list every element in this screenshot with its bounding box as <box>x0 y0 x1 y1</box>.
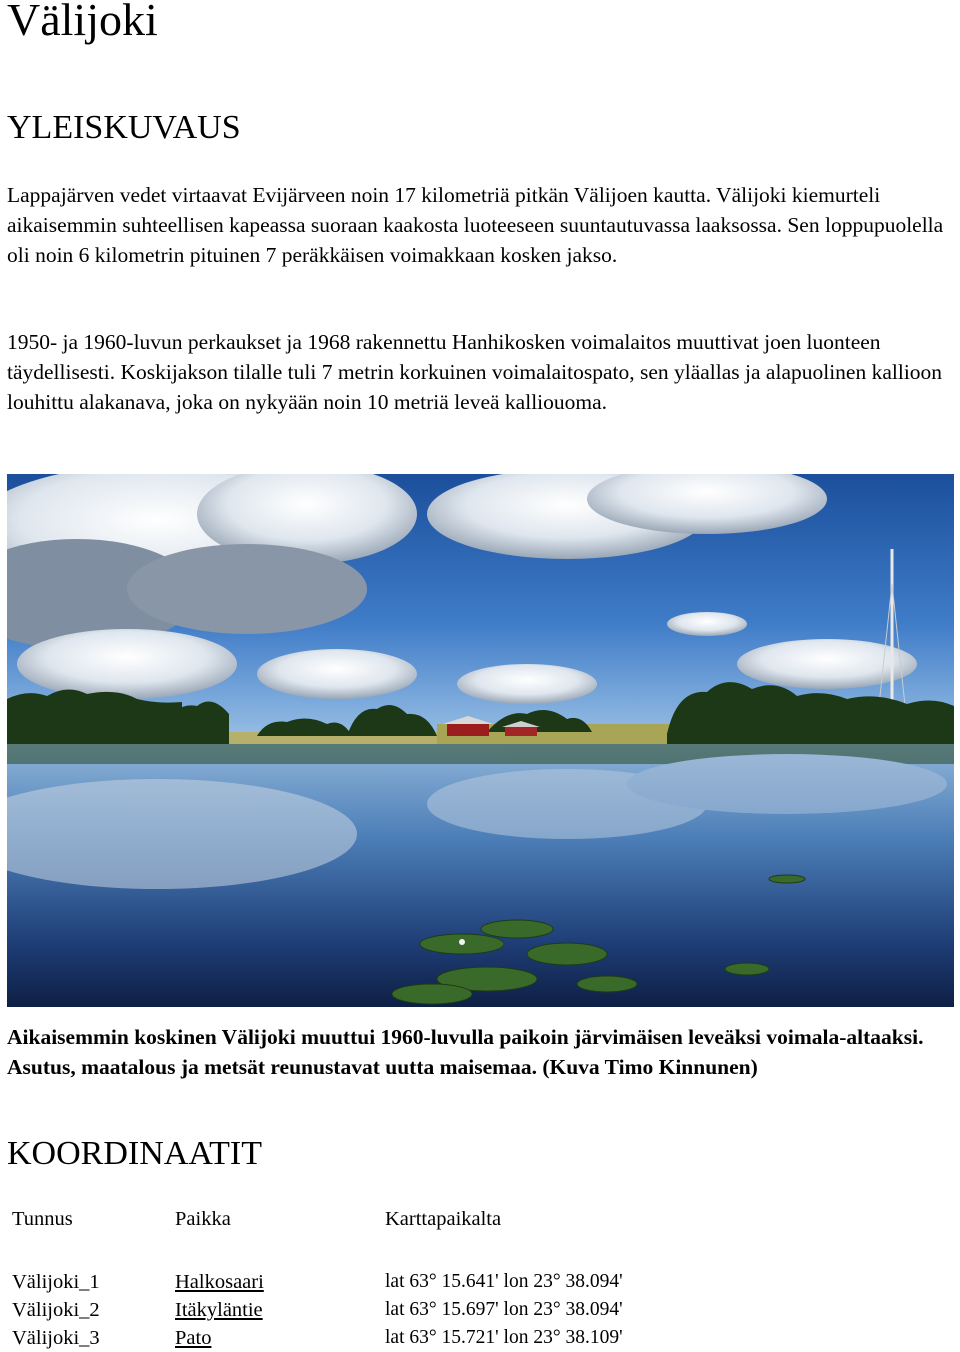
location-id: Välijoki_3 <box>12 1326 100 1349</box>
river-landscape-photo <box>7 474 954 1007</box>
table-row <box>0 1268 700 1296</box>
section-heading-yleiskuvaus: YLEISKUVAUS <box>7 109 241 146</box>
location-id: Välijoki_1 <box>12 1270 100 1293</box>
column-header-paikka: Paikka <box>175 1208 231 1230</box>
column-header-karttapaikalta: Karttapaikalta <box>385 1208 502 1230</box>
table-row <box>0 1296 700 1324</box>
intro-paragraph-2: 1950- ja 1960-luvun perkaukset ja 1968 rakennettu Hanhikosken voimalaitos muuttivat joen luonteen täydellisesti. Koskijakson tilalle tuli 7 metrin korkuinen voimalaitospato, sen yläallas ja alapuolinen kallioon louhittu alakanava, joka on nykyään noin 10 metriä leveä kalliouoma. <box>7 330 943 414</box>
place-link-itakylantie[interactable]: Itäkyläntie <box>175 1298 263 1321</box>
coordinate-value: lat 63° 15.721' lon 23° 38.109' <box>385 1327 623 1348</box>
place-link-halkosaari[interactable]: Halkosaari <box>175 1270 264 1293</box>
coordinates-table <box>0 1208 700 1352</box>
location-id: Välijoki_2 <box>12 1298 100 1321</box>
place-link-pato[interactable]: Pato <box>175 1326 212 1349</box>
intro-paragraph-1: Lappajärven vedet virtaavat Evijärveen noin 17 kilometriä pitkän Välijoen kautta. Välijoki kiemurteli aikaisemmin suhteellisen kapeassa suoraan kaakosta luoteeseen suuntautuvassa laaksossa. Sen loppupuolella oli noin 6 kilometrin pituinen 7 peräkkäisen voimakkaan kosken jakso. <box>7 183 944 267</box>
table-row <box>0 1324 700 1352</box>
column-header-tunnus: Tunnus <box>12 1208 73 1230</box>
photo-caption: Aikaisemmin koskinen Välijoki muuttui 1960-luvulla paikoin järvimäisen leveäksi voimala-altaaksi. Asutus, maatalous ja metsät reunustavat uutta maisemaa. (Kuva Timo Kinnunen) <box>7 1025 924 1079</box>
section-heading-koordinaatit: KOORDINAATIT <box>7 1135 262 1172</box>
coordinate-value: lat 63° 15.641' lon 23° 38.094' <box>385 1271 623 1292</box>
table-header-row <box>0 1208 700 1268</box>
coordinate-value: lat 63° 15.697' lon 23° 38.094' <box>385 1299 623 1320</box>
page-title: Välijoki <box>7 0 158 45</box>
